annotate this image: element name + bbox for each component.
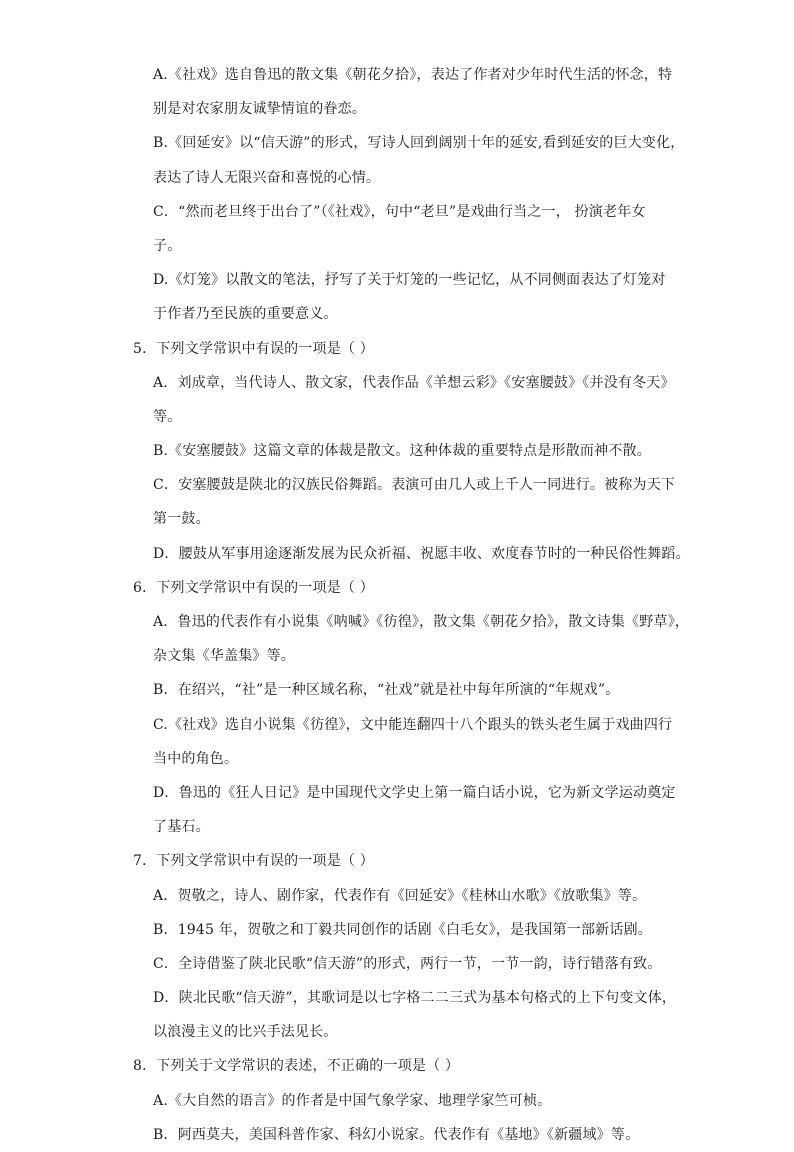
option-line: B.《安塞腰鼓》这篇文章的体裁是散文。这种体裁的重要特点是形散而神不散。: [153, 443, 651, 460]
option-line: C．全诗借鉴了陕北民歌“信天游”的形式，两行一节，一节一韵，诗行错落有致。: [153, 955, 662, 972]
question-6: 6．下列文学常识中有误的一项是（ ）: [133, 579, 374, 596]
option-continuation: 以浪漫主义的比兴手法见长。: [153, 1024, 338, 1041]
option-line: B．阿西莫夫，美国科普作家、科幻小说家。代表作有《基地》《新疆域》等。: [153, 1126, 640, 1143]
option-continuation: 别是对农家朋友诚挚情谊的眷恋。: [153, 101, 366, 118]
option-continuation: 了基石。: [153, 819, 210, 836]
option-continuation: 子。: [153, 237, 182, 254]
option-line: A.《社戏》选自鲁迅的散文集《朝花夕拾》，表达了作者对少年时代生活的怀念，特: [153, 67, 673, 83]
option-continuation: 第一鼓。: [153, 511, 210, 528]
option-line: A．刘成章，当代诗人、散文家，代表作品《羊想云彩》《安塞腰鼓》《并没有冬天》: [153, 374, 675, 391]
option-line: D.《灯笼》以散文的笔法，抒写了关于灯笼的一些记忆，从不同侧面表达了灯笼对: [153, 272, 666, 289]
option-line: C．“然而老旦终于出台了”（《社戏》，句中“老旦”是戏曲行当之一， 扮演老年女: [153, 203, 646, 220]
option-line: D．陕北民歌“信天游”，其歌词是以七字格二二三式为基本句格式的上下句变文体，: [153, 990, 677, 1007]
option-line: B．1945 年，贺敬之和丁毅共同创作的话剧《白毛女》，是我国第一部新话剧。: [153, 921, 652, 938]
question-7: 7．下列文学常识中有误的一项是（ ）: [133, 853, 374, 870]
option-line: D．腰鼓从军事用途逐渐发展为民众祈福、祝愿丰收、欢度春节时的一种民俗性舞蹈。: [153, 545, 690, 562]
option-continuation: 于作者乃至民族的重要意义。: [153, 306, 338, 323]
option-continuation: 当中的角色。: [153, 750, 239, 767]
option-continuation: 等。: [153, 408, 182, 425]
option-line: B.《回延安》以“信天游”的形式，写诗人回到阔别十年的延安,看到延安的巨大变化，: [153, 135, 685, 152]
option-continuation: 表达了诗人无限兴奋和喜悦的心情。: [153, 169, 381, 186]
option-line: A．贺敬之，诗人、剧作家，代表作有《回延安》《桂林山水歌》《放歌集》等。: [153, 887, 647, 904]
option-line: C．安塞腰鼓是陕北的汉族民俗舞蹈。表演可由几人或上千人一同进行。被称为天下: [153, 477, 676, 494]
option-line: C.《社戏》选自小说集《彷徨》，文中能连翻四十八个跟头的铁头老生属于戏曲四行: [153, 716, 673, 733]
option-line: D．鲁迅的《狂人日记》是中国现代文学史上第一篇白话小说，它为新文学运动奠定: [153, 784, 676, 801]
question-5: 5．下列文学常识中有误的一项是（ ）: [133, 340, 374, 357]
document-page: [133, 58, 690, 1152]
question-8: 8．下列关于文学常识的表述，不正确的一项是（ ）: [133, 1058, 460, 1075]
option-line: A.《大自然的语言》的作者是中国气象学家、地理学家竺可桢。: [153, 1092, 552, 1109]
option-continuation: 杂文集《华盖集》等。: [153, 648, 295, 665]
option-line: A．鲁迅的代表作有小说集《呐喊》《彷徨》，散文集《朝花夕拾》，散文诗集《野草》，: [153, 614, 690, 630]
option-line: B．在绍兴，“社”是一种区域名称，“社戏”就是社中每年所演的“年规戏”。: [153, 682, 620, 699]
